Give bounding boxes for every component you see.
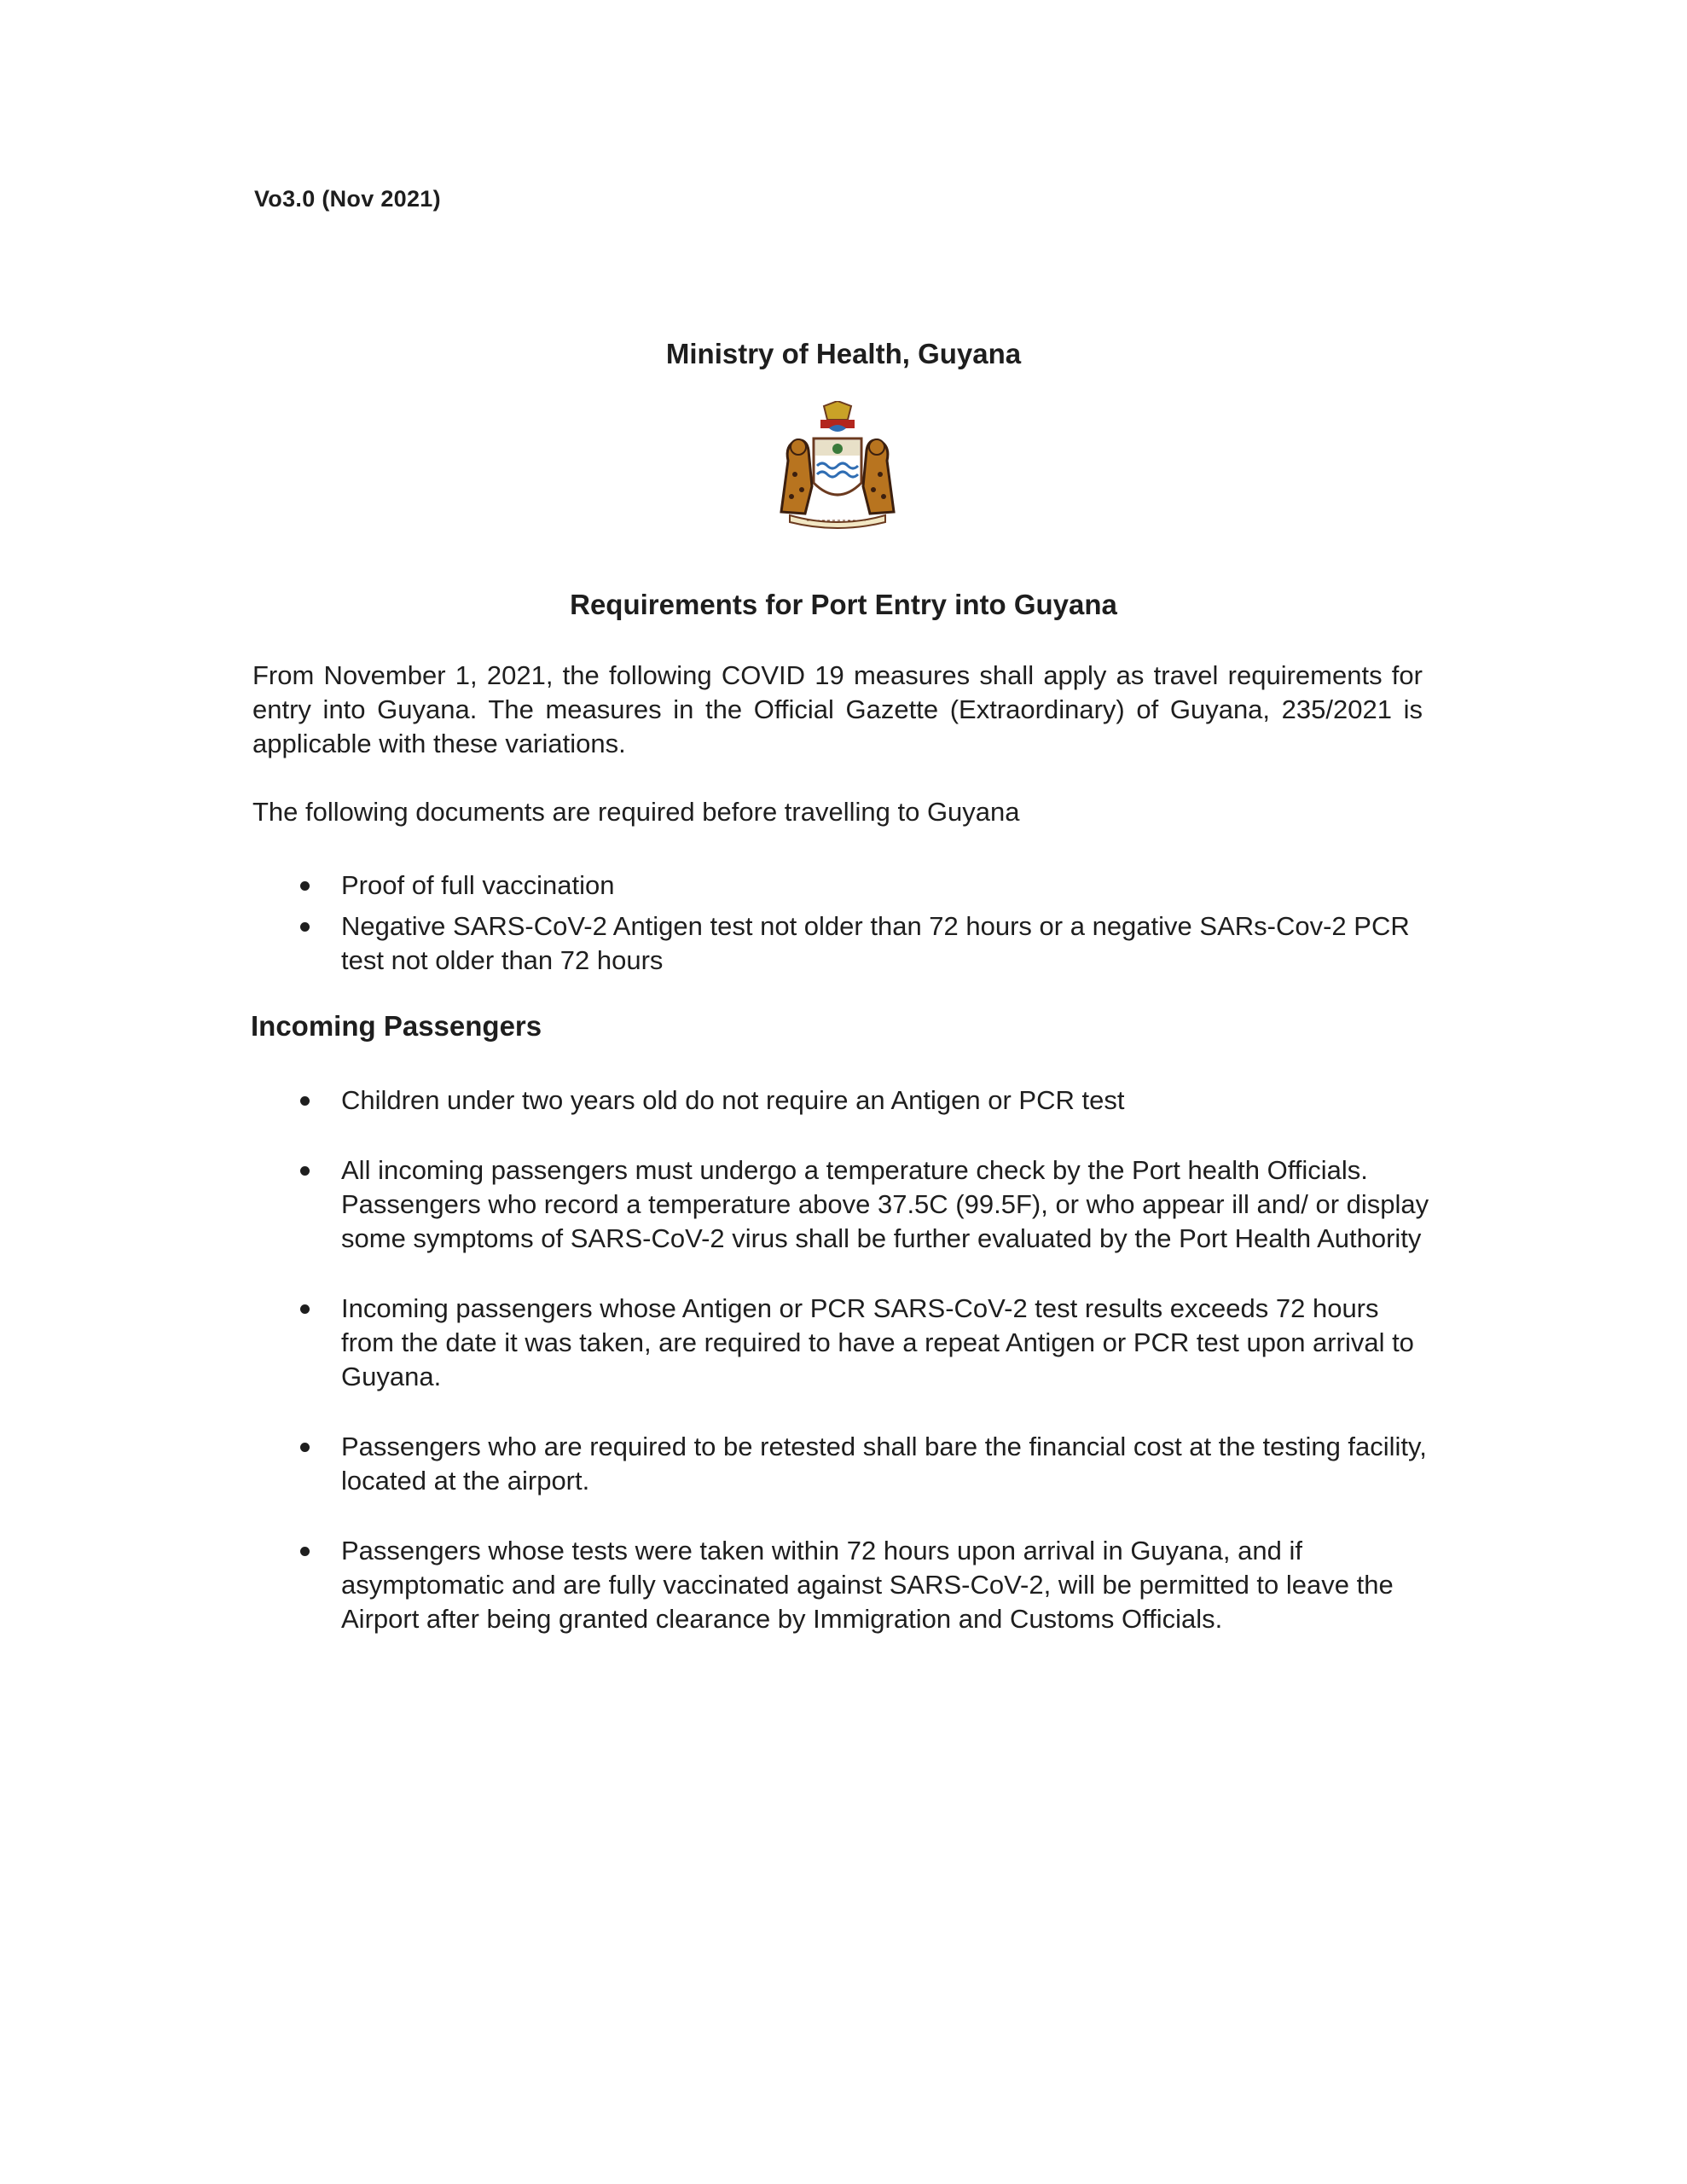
- ministry-heading: Ministry of Health, Guyana: [665, 338, 1022, 369]
- version-label: Vo3.0 (Nov 2021): [254, 186, 441, 212]
- list-item-text: All incoming passengers must undergo a temperature check by the Port health Officials. Passengers who record a temperature above 37.5C (99.5F), or who appear ill and/ or display some symptoms of SARS-CoV-2 virus shall be further evaluated by the Port Health Authority: [341, 1155, 1429, 1253]
- list-item: [293, 1534, 1436, 1636]
- incoming-passengers-list: [293, 1083, 1436, 1672]
- document-title: Requirements for Port Entry into Guyana: [570, 589, 1117, 620]
- bullet-icon: [300, 1547, 310, 1556]
- list-item: [293, 1083, 1436, 1118]
- list-item-text: Passengers whose tests were taken within 72 hours upon arrival in Guyana, and if asymptomatic and are fully vaccinated against SARS-CoV-2, will be permitted to leave the Airport after being granted clearance by Immigration and Customs Officials.: [341, 1536, 1394, 1634]
- list-item-text: Negative SARS-CoV-2 Antigen test not older than 72 hours or a negative SARs-Cov-2 PCR test not older than 72 hours: [341, 911, 1410, 975]
- bullet-icon: [300, 881, 310, 891]
- list-item: [293, 1153, 1436, 1256]
- bullet-icon: [300, 1166, 310, 1176]
- list-item-text: Proof of full vaccination: [341, 870, 615, 900]
- bullet-icon: [300, 1304, 310, 1314]
- required-documents-list: [293, 868, 1436, 985]
- list-item-text: Children under two years old do not require an Antigen or PCR test: [341, 1085, 1125, 1115]
- bullet-icon: [300, 922, 310, 932]
- bullet-icon: [300, 1096, 310, 1106]
- list-item: [293, 1430, 1436, 1498]
- list-item: [293, 909, 1436, 978]
- list-item: [293, 1292, 1436, 1394]
- bullet-icon: [300, 1443, 310, 1452]
- list-item-text: Incoming passengers whose Antigen or PCR SARS-CoV-2 test results exceeds 72 hours from the date it was taken, are required to have a repeat Antigen or PCR test upon arrival to Guyana.: [341, 1293, 1414, 1391]
- incoming-passengers-heading: Incoming Passengers: [251, 1010, 542, 1042]
- documents-lead: The following documents are required before travelling to Guyana: [252, 797, 1020, 827]
- list-item-text: Passengers who are required to be retested shall bare the financial cost at the testing facility, located at the airport.: [341, 1432, 1427, 1496]
- list-item: [293, 868, 1436, 903]
- intro-paragraph: From November 1, 2021, the following COVID 19 measures shall apply as travel requirements for entry into Guyana. The measures in the Official Gazette (Extraordinary) of Guyana, 235/2021 is applicable with these variations.: [252, 660, 1423, 758]
- coat-of-arms-icon: [764, 401, 911, 529]
